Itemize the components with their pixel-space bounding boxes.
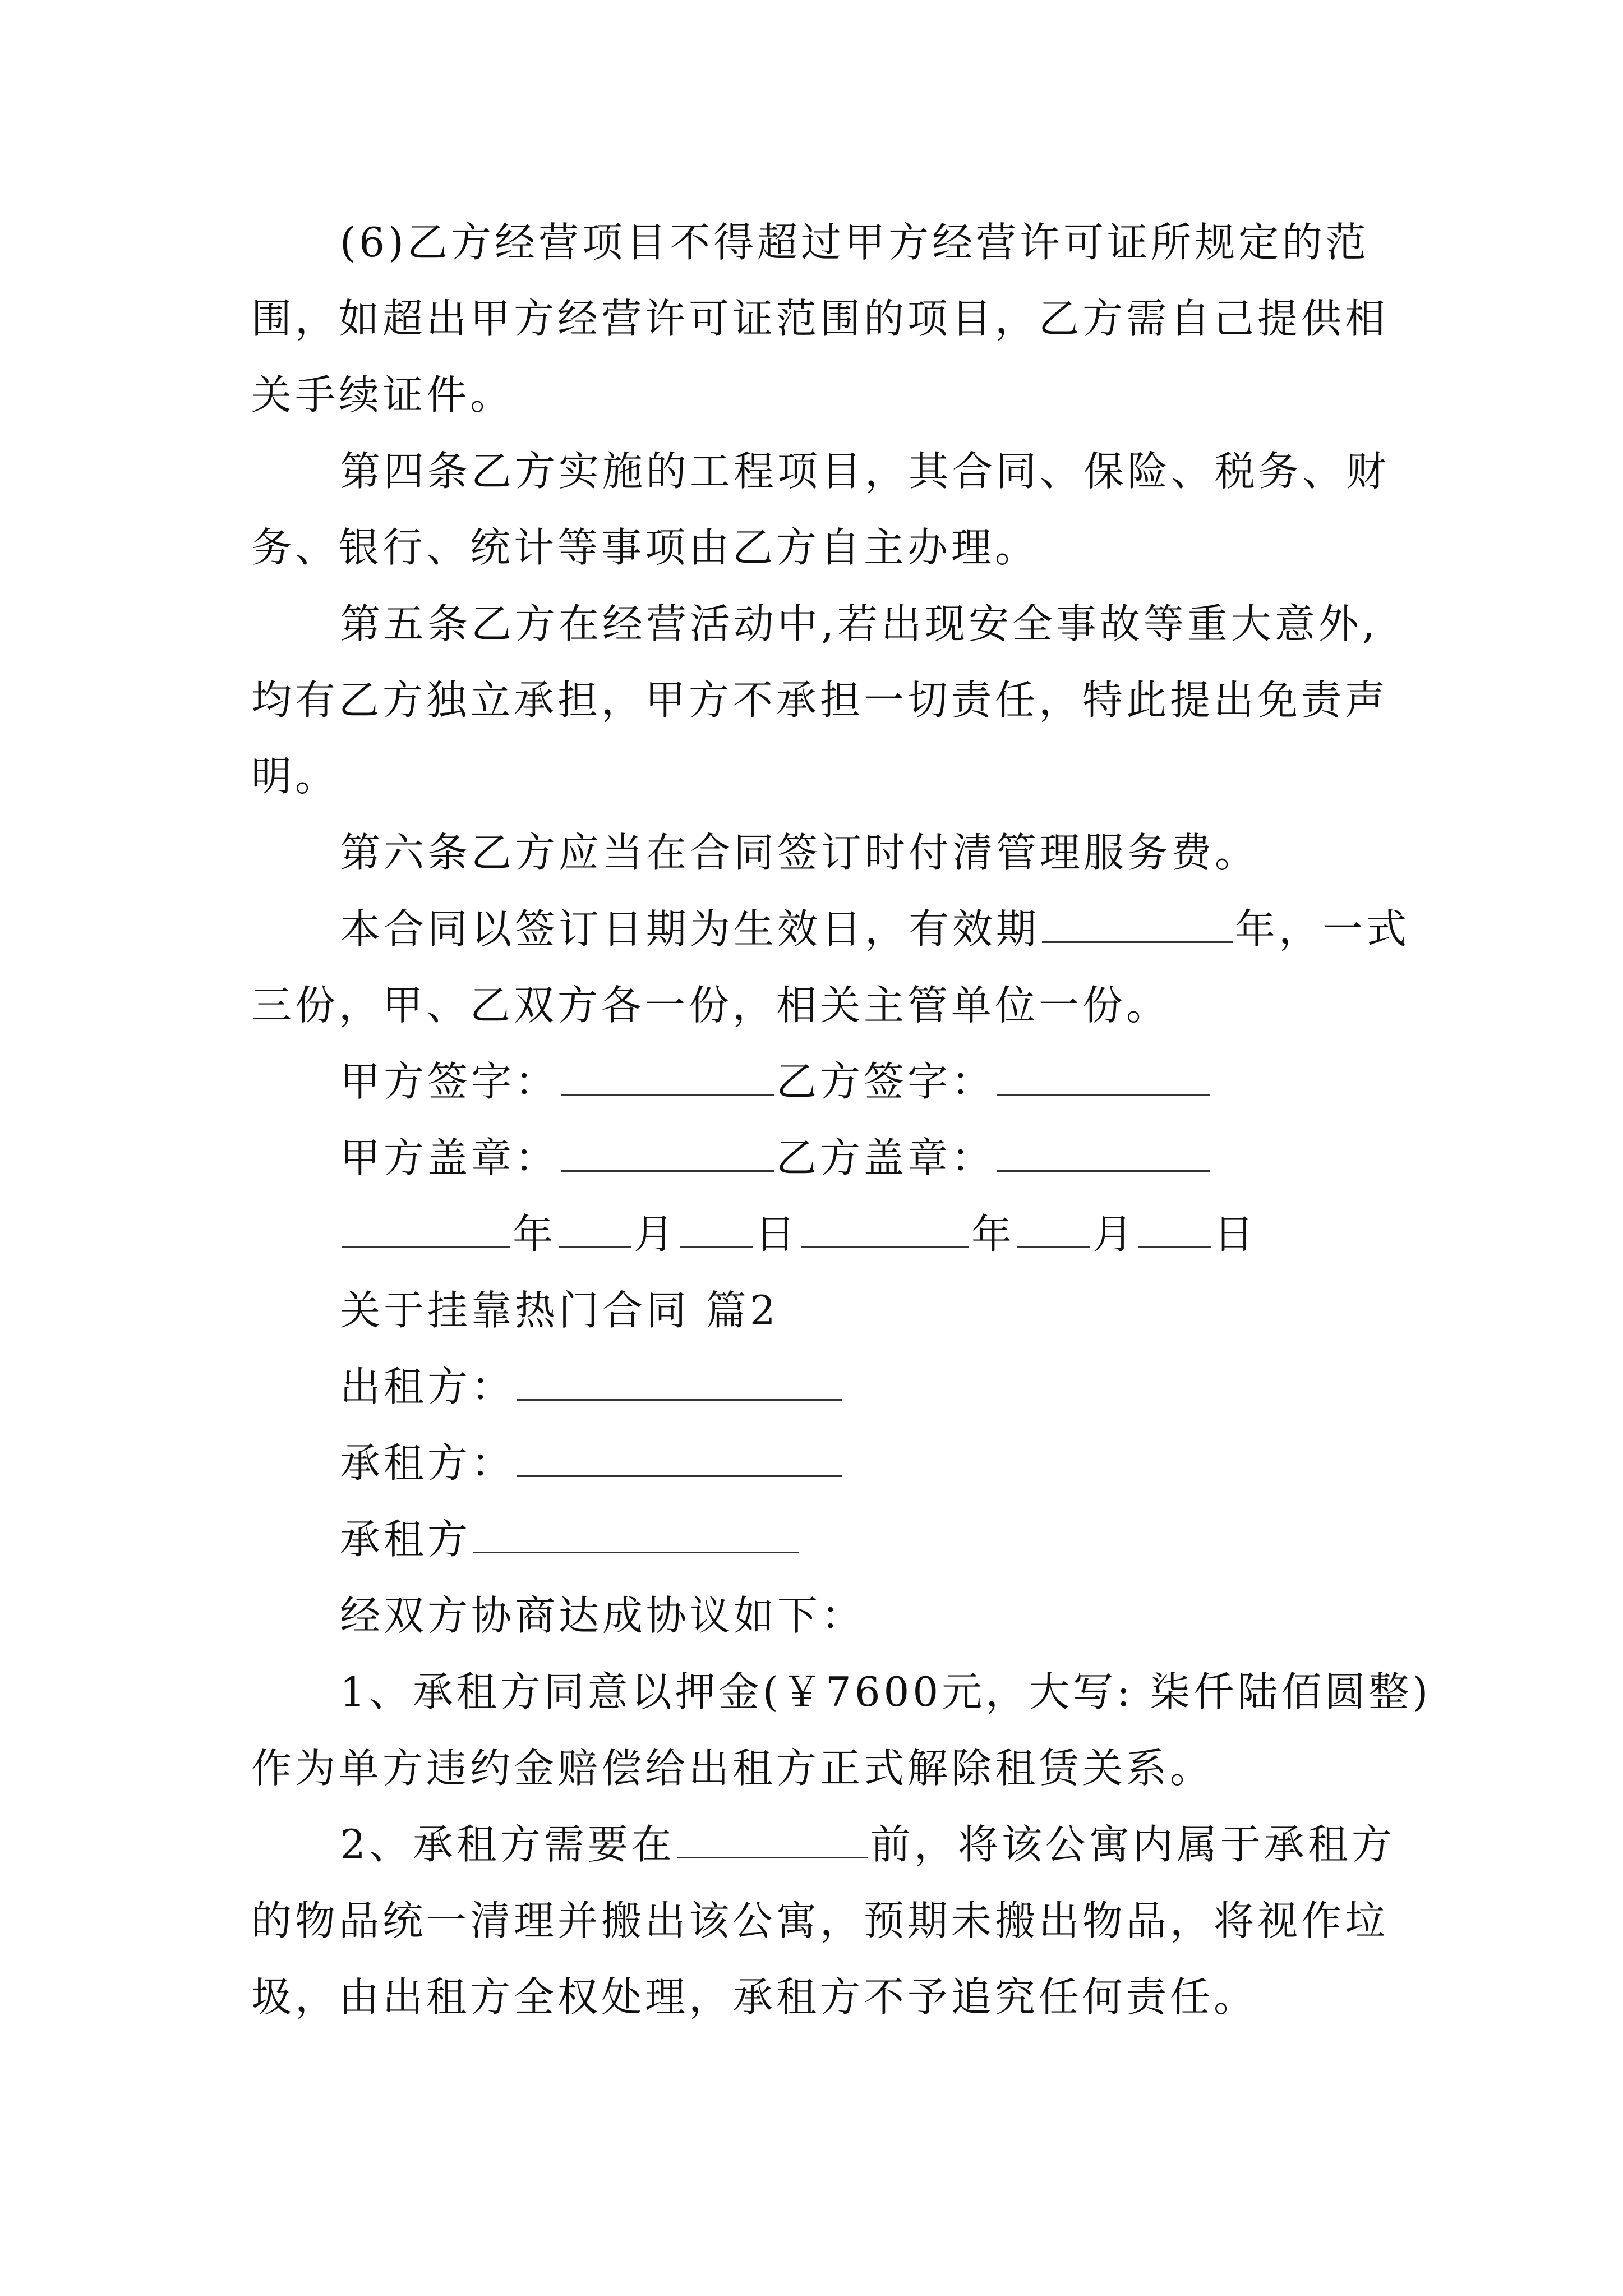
party-a-seal-label: 甲方盖章： bbox=[340, 1134, 559, 1181]
paragraph-line: 三份，甲、乙双方各一份，相关主管单位一份。 bbox=[251, 982, 1170, 1029]
section-title: 关于挂靠热门合同 篇2 bbox=[340, 1287, 779, 1334]
lessee-line bbox=[340, 1435, 1484, 1491]
lessor-field[interactable] bbox=[517, 1364, 842, 1401]
clause-2-line bbox=[340, 1816, 1484, 1872]
party-b-seal-field[interactable] bbox=[997, 1135, 1210, 1172]
paragraph-line: 务、银行、统计等事项由乙方自主办理。 bbox=[251, 524, 1039, 571]
paragraph-line: 第五条乙方在经营活动中,若出现安全事故等重大意外, bbox=[340, 600, 1378, 647]
lessee-field[interactable] bbox=[517, 1441, 842, 1477]
validity-line bbox=[340, 901, 1484, 957]
lessee-label: 承租方： bbox=[340, 1439, 515, 1487]
day-label: 日 bbox=[755, 1211, 799, 1258]
validity-text: 本合同以签订日期为生效日，有效期 bbox=[340, 905, 1040, 953]
paragraph-line: 1、承租方同意以押金(￥7600元，大写: 柒仟陆佰圆整) bbox=[340, 1668, 1432, 1715]
party-a-sign-label: 甲方签字： bbox=[340, 1058, 559, 1105]
party-b-sign-label: 乙方签字： bbox=[776, 1058, 995, 1105]
year-label-2: 年 bbox=[971, 1211, 1016, 1258]
paragraph-line: 均有乙方独立承担，甲方不承担一切责任，特此提出免责声 bbox=[251, 677, 1389, 724]
month-field[interactable] bbox=[559, 1212, 631, 1248]
deadline-field[interactable] bbox=[677, 1822, 868, 1858]
paragraph-line: 第六条乙方应当在合同签订时付清管理服务费。 bbox=[340, 829, 1259, 876]
lessor-line bbox=[340, 1359, 1484, 1415]
blank-field[interactable] bbox=[1042, 907, 1233, 943]
party-b-sign-field[interactable] bbox=[997, 1059, 1210, 1096]
validity-text-end: 年，一式 bbox=[1235, 905, 1410, 953]
paragraph-line: 圾，由出租方全权处理，承租方不予追究任何责任。 bbox=[251, 1973, 1258, 2021]
paragraph-line: 关手续证件。 bbox=[251, 371, 514, 418]
paragraph-line: 的物品统一清理并搬出该公寓，预期未搬出物品，将视作垃 bbox=[251, 1897, 1389, 1944]
paragraph-line: 围，如超出甲方经营许可证范围的项目，乙方需自己提供相 bbox=[251, 295, 1389, 342]
day-label-2: 日 bbox=[1214, 1211, 1258, 1258]
party-a-seal-field[interactable] bbox=[561, 1135, 774, 1172]
paragraph-line: (6)乙方经营项目不得超过甲方经营许可证所规定的范 bbox=[340, 219, 1370, 266]
lessee-label-2: 承租方 bbox=[340, 1516, 472, 1563]
party-b-seal-label: 乙方盖章： bbox=[776, 1134, 995, 1181]
year-label: 年 bbox=[513, 1211, 557, 1258]
day-field[interactable] bbox=[680, 1212, 753, 1248]
month-field-2[interactable] bbox=[1017, 1212, 1090, 1248]
year-field[interactable] bbox=[342, 1212, 510, 1248]
signature-line bbox=[340, 1053, 1484, 1110]
party-a-sign-field[interactable] bbox=[561, 1059, 774, 1096]
lessor-label: 出租方： bbox=[340, 1363, 515, 1410]
lessee-field-2[interactable] bbox=[473, 1517, 799, 1553]
paragraph-line: 作为单方违约金赔偿给出租方正式解除租赁关系。 bbox=[251, 1745, 1214, 1792]
clause-2-text: 2、承租方需要在 bbox=[340, 1821, 675, 1868]
paragraph-line: 第四条乙方实施的工程项目，其合同、保险、税务、财 bbox=[340, 448, 1390, 495]
month-label: 月 bbox=[634, 1211, 678, 1258]
day-field-2[interactable] bbox=[1138, 1212, 1211, 1248]
clause-2-text-end: 前，将该公寓内属于承租方 bbox=[870, 1821, 1395, 1868]
paragraph-line: 经双方协商达成协议如下： bbox=[340, 1592, 865, 1639]
paragraph-line: 明。 bbox=[251, 753, 339, 800]
date-line bbox=[340, 1206, 1484, 1262]
month-label-2: 月 bbox=[1092, 1211, 1137, 1258]
lessee-line-2 bbox=[340, 1511, 1484, 1567]
year-field-2[interactable] bbox=[801, 1212, 969, 1248]
seal-line bbox=[340, 1130, 1484, 1186]
